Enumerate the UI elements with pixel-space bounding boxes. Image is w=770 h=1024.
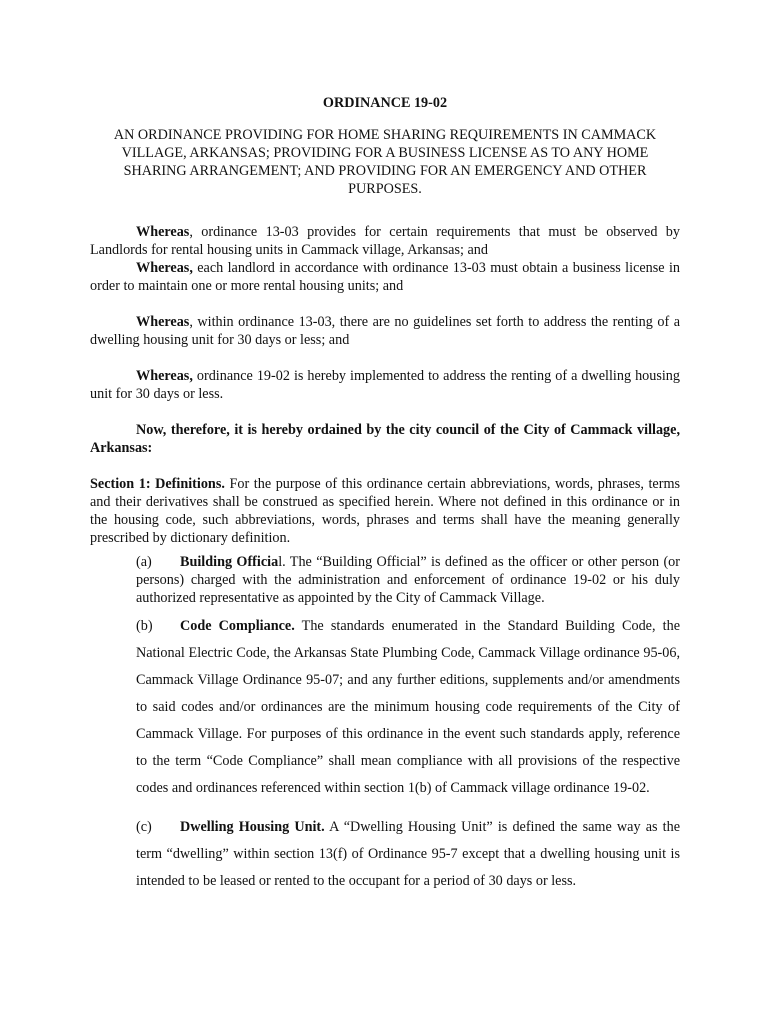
- whereas-paragraph-4: [90, 367, 680, 403]
- whereas-text: ordinance 19-02 is hereby implemented to address the renting of a dwelling housing unit for 30 days or less.: [90, 368, 680, 402]
- section-heading: Section 1: Definitions.: [90, 476, 225, 492]
- definition-item-a: [136, 553, 680, 607]
- whereas-lead: Whereas: [136, 314, 190, 330]
- item-heading: Dwelling Housing Unit.: [180, 819, 325, 835]
- whereas-paragraph-2: [90, 259, 680, 295]
- item-marker: (a): [136, 554, 152, 570]
- ordinance-subtitle: AN ORDINANCE PROVIDING FOR HOME SHARING REQUIREMENTS IN CAMMACK VILLAGE, ARKANSAS; PROVIDING FOR A BUSINESS LICENSE AS TO ANY HOME SHARING ARRANGEMENT; AND PROVIDING FOR AN EMERGENCY AND OTHER PURPOSES.: [113, 127, 657, 197]
- item-text: l. The “Building Official” is defined as the officer or other person (or persons) charged with the administration and enforcement of ordinance 19-02 or his duly authorized representative as appointed by the City of Cammack Village.: [136, 554, 681, 606]
- item-text: A “Dwelling Housing Unit” is defined the same way as the term “dwelling” within section 13(f) of Ordinance 95-7 except that a dwelling housing unit is intended to be leased or rented to the occupant for a period of 30 days or less.: [136, 819, 680, 889]
- whereas-lead: Whereas,: [136, 368, 193, 384]
- whereas-text: , within ordinance 13-03, there are no guidelines set forth to address the renting of a dwelling housing unit for 30 days or less; and: [90, 314, 680, 348]
- ordained-text: Now, therefore, it is hereby ordained by the city council of the City of Cammack village, Arkansas:: [90, 422, 680, 456]
- item-marker: (b): [136, 618, 153, 634]
- item-heading: Code Compliance.: [180, 618, 295, 634]
- item-marker: (c): [136, 819, 152, 835]
- whereas-text: each landlord in accordance with ordinance 13-03 must obtain a business license in order to maintain one or more rental housing units; and: [90, 260, 680, 294]
- whereas-lead: Whereas,: [136, 260, 193, 276]
- section-1-definitions: [90, 475, 680, 547]
- definition-item-c: [136, 814, 680, 895]
- whereas-lead: Whereas: [136, 224, 190, 240]
- item-text: The standards enumerated in the Standard Building Code, the National Electric Code, the Arkansas State Plumbing Code, Cammack Village ordinance 95-06, Cammack Village Ordinance 95-07; and any further editions, supplements and/or amendments to said codes and/or ordinances are the minimum housing code requirements of the City of Cammack Village. For purposes of this ordinance in the event such standards apply, reference to the term “Code Compliance” shall mean compliance with all provisions of the respective codes and ordinances referenced within section 1(b) of Cammack village ordinance 19-02.: [136, 618, 680, 796]
- section-text: For the purpose of this ordinance certain abbreviations, words, phrases, terms and their derivatives shall be construed as specified herein. Where not defined in this ordinance or in the housing code, such abbreviations, words, phrases and terms shall have the meaning generally prescribed by dictionary definition.: [90, 476, 681, 546]
- item-heading: Building Officia: [180, 554, 279, 570]
- whereas-paragraph-1: [90, 223, 680, 259]
- ordinance-title: ORDINANCE 19-02: [322, 95, 448, 111]
- ordained-paragraph: [90, 421, 680, 457]
- whereas-paragraph-3: [90, 313, 680, 349]
- whereas-text: , ordinance 13-03 provides for certain requirements that must be observed by Landlords for rental housing units in Cammack village, Arkansas; and: [90, 224, 680, 258]
- definition-item-b: [136, 613, 680, 802]
